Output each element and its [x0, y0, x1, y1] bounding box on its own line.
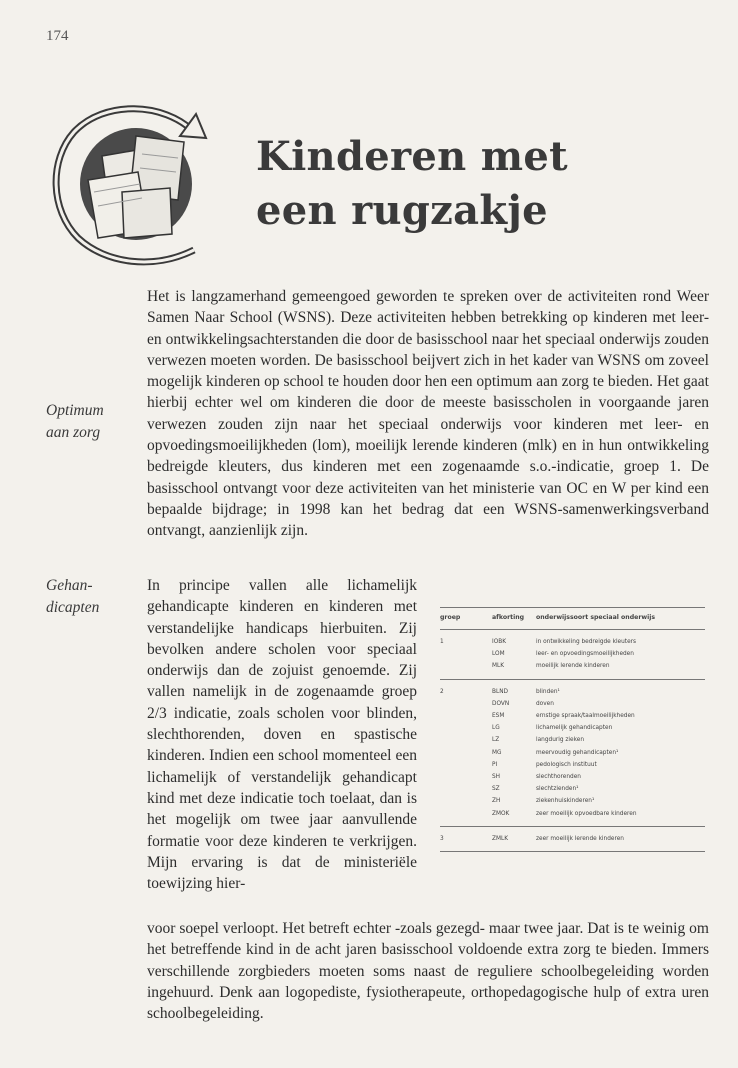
table-header: [440, 608, 705, 629]
paragraph-conclusion: voor soepel verloopt. Het betreft echter -zoals gezegd- maar twee jaar. Dat is te weinig om het betreffende kind in de acht jaren basisschool voldoende extra zorg te bieden. Immers verschillende zorgbieders moeten soms naast de reguliere schoolbegeleiding worden ingehuurd. Denk aan logopediste, fysiotherapeute, orthopedagogische hulp of extra uren schoolbegeleiding.: [147, 920, 709, 1023]
table-row: [440, 722, 705, 734]
chapter-title-line-2: een rugzakje: [256, 187, 548, 234]
abbr-cell: IOBK: [492, 639, 507, 645]
abbr-cell: LZ: [492, 737, 500, 744]
circular-arrow-papers-icon: [44, 92, 214, 272]
abbr-cell: PI: [492, 761, 498, 768]
desc-cell: zeer moeilijk lerende kinderen: [536, 835, 624, 842]
table-row: [440, 808, 705, 820]
header-groep: groep: [440, 614, 461, 621]
margin-note-gehandicapten: [46, 575, 142, 618]
abbr-cell: ESM: [492, 713, 505, 720]
desc-cell: slechtzienden¹: [536, 786, 579, 793]
table-group-1: [440, 630, 705, 679]
table-row: [440, 734, 705, 746]
table-row: [440, 759, 705, 771]
group-cell: 3: [440, 835, 444, 842]
table-group-2: [440, 680, 705, 826]
desc-cell: meervoudig gehandicapten¹: [536, 749, 619, 756]
paragraph-intro: Het is langzamerhand gemeengoed geworden te spreken over de activiteiten rond Weer Samen Naar School (WSNS). Deze activiteiten hebben betrekking op kinderen met leer- en ontwikkelingsachterstanden die door de basisschool naar het speciaal onderwijs zouden verwezen moeten worden. De basisschool beijvert zich in het kader van WSNS om zoveel mogelijk kinderen op school te houden door hen een optimum aan zorg te bieden. Het gaat hierbij echter wel om kinderen die door de meeste basisscholen in voorgaande jaren verwezen zouden zijn naar het speciaal onderwijs voor kinderen met leer- en opvoedingsmoeilijkheden (lom), moeilijk lerende kinderen (mlk) en in hun ontwikkeling bedreigde kleuters, dus kinderen met een zogenaamde s.o.-indicatie, groep 1. De basisschool ontvangt voor deze activiteiten van het ministerie van OC en W per kind een bepaalde bijdrage; in 1998 kan het bedrag dat een WSNS-samenwerkingsverband ontvangt, aanzienlijk zijn.: [147, 288, 709, 540]
table-row: [440, 747, 705, 759]
margin-note-line: dicapten: [46, 598, 100, 616]
table-row: [440, 833, 705, 845]
page-number: 174: [46, 28, 69, 44]
desc-cell: ernstige spraak/taalmoeilijkheden: [536, 713, 635, 720]
header-onderwijssoort: onderwijssoort speciaal onderwijs: [536, 614, 656, 621]
table-row: [440, 660, 705, 672]
header-afkorting: afkorting: [492, 614, 525, 621]
abbr-cell: LOM: [492, 651, 505, 658]
abbr-cell: SH: [492, 774, 501, 781]
paragraph-handicapped: In principe vallen alle lichamelijk gehandicapte kinderen en kinderen met verstandelijke handicaps hierbuiten. Zij bevolken andere scholen voor speciaal onderwijs dan de zojuist genoemde. Zij vallen namelijk in de zogenaamde groep 2/3 indicatie, zoals scholen voor blinden, slechthorenden, doven en spastische kinderen. Indien een school momenteel een lichamelijk of verstandelijk gehandicapt kind met deze indicatie toch toelaat, dan is het mogelijk om twee jaar aanvullende formatie voor deze kinderen te verkrijgen. Mijn ervaring is dat de ministeriële toewijzing hier-: [147, 577, 417, 893]
table-group-3: [440, 827, 705, 851]
abbr-cell: ZH: [492, 798, 501, 805]
group-cell: 1: [440, 639, 444, 645]
abbr-cell: ZMOK: [492, 810, 510, 817]
table-row: [440, 648, 705, 660]
table-row: [440, 710, 705, 722]
group-cell: 2: [440, 688, 444, 695]
table-bottom-rule: [440, 851, 705, 852]
special-education-table: [440, 607, 705, 852]
desc-cell: leer- en opvoedingsmoeilijkheden: [536, 651, 634, 658]
desc-cell: pedologisch instituut: [536, 761, 597, 768]
abbr-cell: ZMLK: [492, 835, 509, 842]
desc-cell: ziekenhuiskinderen¹: [536, 798, 595, 805]
abbr-cell: BLND: [492, 688, 509, 695]
table-row: [440, 698, 705, 710]
table-row: [440, 783, 705, 795]
desc-cell: moeilijk lerende kinderen: [536, 663, 610, 670]
desc-cell: slechthorenden: [536, 774, 581, 781]
abbr-cell: MLK: [492, 663, 505, 670]
desc-cell: lichamelijk gehandicapten: [536, 725, 613, 732]
desc-cell: doven: [536, 700, 554, 707]
chapter-title: [256, 130, 568, 238]
margin-note-line: aan zorg: [46, 423, 101, 441]
chapter-title-line-1: Kinderen met: [256, 133, 568, 180]
table-row: [440, 636, 705, 648]
abbr-cell: DOVN: [492, 700, 510, 707]
desc-cell: zeer moeilijk opvoedbare kinderen: [536, 810, 637, 817]
margin-note-line: Optimum: [46, 402, 104, 419]
abbr-cell: MG: [492, 749, 502, 756]
desc-cell: in ontwikkeling bedreigde kleuters: [536, 639, 637, 645]
desc-cell: langdurig zieken: [536, 737, 584, 744]
margin-note-line: Gehan-: [46, 577, 93, 594]
table-row: [440, 795, 705, 807]
table-row: [440, 771, 705, 783]
abbr-cell: SZ: [492, 786, 500, 793]
abbr-cell: LG: [492, 725, 500, 732]
margin-note-optimum: [46, 400, 142, 443]
desc-cell: blinden¹: [536, 688, 560, 695]
table-row: [440, 686, 705, 698]
